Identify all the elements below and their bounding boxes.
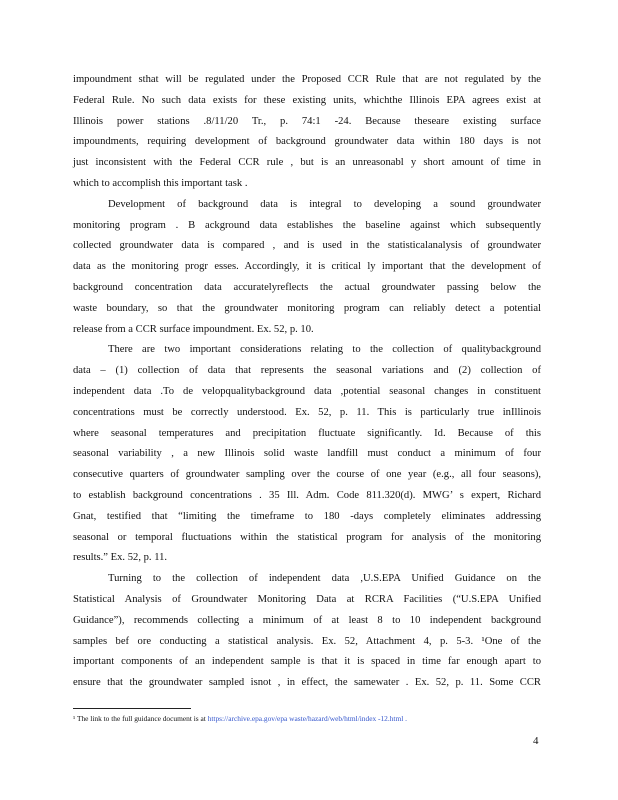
text-line: consecutive quarters of groundwater sampling over the course of one year (e.g., all four seasons), <box>73 469 541 481</box>
text-line: collected groundwater data is compared , and is used in the statisticalanalysis of groundwater <box>73 240 541 252</box>
text-line: Federal Rule. No such data exists for these existing units, whichthe Illinois EPA agrees exist at <box>73 94 541 106</box>
text-line: Guidance”), recommends collecting a minimum of at least 8 to 10 independent background <box>73 614 541 626</box>
text-line: data as the monitoring progr esses. Accordingly, it is critical ly important that the development of <box>73 261 541 273</box>
text-line: monitoring program . B ackground data establishes the baseline against which subsequently <box>73 219 541 231</box>
text-line: impoundments, requiring development of background groundwater data within 180 days is not <box>73 136 541 148</box>
footnote <box>73 714 541 724</box>
text-line: seasonal variability , a new Illinois solid waste landfill must conduct a minimum of four <box>73 448 541 460</box>
text-line: results.” Ex. 52, p. 11. <box>73 552 168 564</box>
text-line: impoundment sthat will be regulated under the Proposed CCR Rule that are not regulated by the <box>73 74 541 85</box>
text-line: release from a CCR surface impoundment. Ex. 52, p. 10. <box>73 323 314 335</box>
footnote-text: The link to the full guidance document is at <box>76 714 208 723</box>
text-line: ensure that the groundwater sampled isnot , in effect, the samewater . Ex. 52, p. 11. Some CCR <box>73 677 541 689</box>
text-line: Statistical Analysis of Groundwater Monitoring Data at RCRA Facilities (“U.S.EPA Unified <box>73 593 541 605</box>
text-line: Development of background data is integral to developing a sound groundwater <box>108 198 541 210</box>
text-line: to establish background concentrations . 35 Ill. Adm. Code 811.320(d). MWG’ s expert, Richard <box>73 489 541 501</box>
page-number: 4 <box>533 735 539 747</box>
body-text <box>73 70 541 694</box>
footnote-divider <box>73 708 191 709</box>
text-line: Illinois power stations .8/11/20 Tr., p. 74:1 -24. Because theseare existing surface <box>73 115 541 127</box>
text-line: Gnat, testified that “limiting the timeframe to 180 -days completely eliminates addressing <box>73 510 541 522</box>
text-line: seasonal or temporal fluctuations within the statistical program for analysis of the monitoring <box>73 531 541 543</box>
text-line: independent data .To de velopqualitybackground data ,potential seasonal changes in constituent <box>73 385 541 397</box>
text-line: data – (1) collection of data that represents the seasonal variations and (2) collection of <box>73 365 541 377</box>
text-line: which to accomplish this important task . <box>73 177 248 189</box>
text-line: important components of an independent sample is that it is spaced in time far enough apart to <box>73 656 541 668</box>
footnote-marker: ¹ <box>73 714 76 723</box>
text-line: just inconsistent with the Federal CCR rule , but is an unreasonabl y short amount of time in <box>73 157 541 169</box>
text-line: There are two important considerations relating to the collection of qualitybackground <box>108 344 541 356</box>
text-line: concentrations must be correctly understood. Ex. 52, p. 11. This is particularly true inIllinois <box>73 406 541 418</box>
text-line: samples bef ore conducting a statistical analysis. Ex. 52, Attachment 4, p. 5-3. ¹One of the <box>73 635 541 647</box>
text-line: background concentration data accuratelyreflects the actual groundwater passing below the <box>73 281 541 293</box>
footnote-link[interactable]: https://archive.epa.gov/epa waste/hazard/web/html/index -12.html . <box>207 714 407 723</box>
text-line: Turning to the collection of independent data ,U.S.EPA Unified Guidance on the <box>108 573 541 585</box>
text-line: waste boundary, so that the groundwater monitoring program can reliably detect a potential <box>73 302 541 314</box>
text-line: where seasonal temperatures and precipitation fluctuate significantly. Id. Because of this <box>73 427 541 439</box>
